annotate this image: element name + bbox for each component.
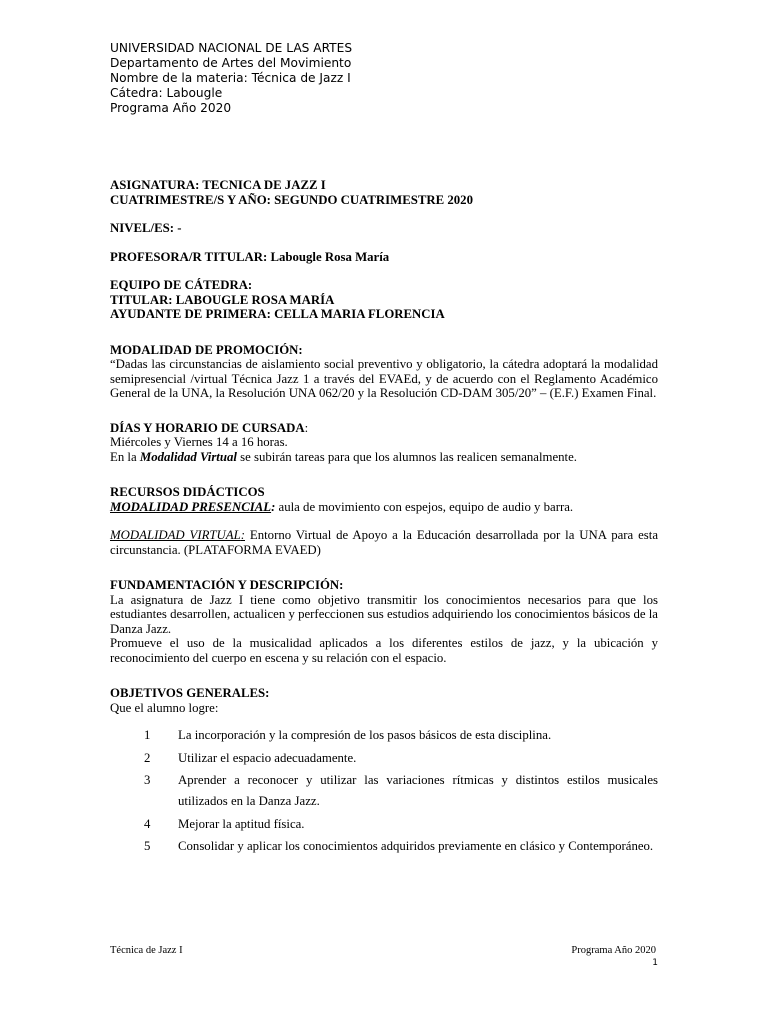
virtual-colon: : <box>240 528 245 542</box>
document-body <box>110 178 658 859</box>
department-name: Departamento de Artes del Movimiento <box>110 56 352 70</box>
footer-program: Programa Año 2020 <box>571 945 656 956</box>
recursos-presencial <box>110 500 658 515</box>
list-item <box>144 773 658 811</box>
recursos-title: RECURSOS DIDÁCTICOS <box>110 485 265 499</box>
footer-subject: Técnica de Jazz I <box>110 945 183 956</box>
dias-title <box>110 421 658 436</box>
list-item <box>144 817 658 832</box>
list-item <box>144 728 658 743</box>
cuatrimestre-heading: CUATRIMESTRE/S Y AÑO: SEGUNDO CUATRIMESTRE 2020 <box>110 192 473 207</box>
fundamentacion-title: FUNDAMENTACIÓN Y DESCRIPCIÓN: <box>110 578 344 592</box>
list-item-text: Consolidar y aplicar los conocimientos adquiridos previamente en clásico y Contemporáneo. <box>178 838 654 853</box>
dias-virtual-note <box>110 450 658 465</box>
list-item-number: 4 <box>144 817 151 831</box>
program-year: Programa Año 2020 <box>110 101 232 115</box>
dias-virtual-em: Modalidad Virtual <box>139 449 237 464</box>
subject-name: Nombre de la materia: Técnica de Jazz I <box>110 71 351 85</box>
virtual-text: Entorno Virtual de Apoyo a la Educación desarrollada por la UNA para esta circunstancia. (PLATAFORMA EVAED) <box>110 528 659 557</box>
list-item <box>144 751 658 766</box>
list-item-number: 5 <box>144 838 151 853</box>
list-item-text: Utilizar el espacio adecuadamente. <box>178 750 357 765</box>
objetivos-list <box>144 728 658 853</box>
dias-virtual-pre: En la <box>110 449 140 464</box>
equipo-title: EQUIPO DE CÁTEDRA: <box>110 278 253 292</box>
list-item-number: 1 <box>144 728 151 742</box>
chair-name: Cátedra: Labougle <box>110 86 223 100</box>
equipo-ayudante: AYUDANTE DE PRIMERA: CELLA MARIA FLORENCIA <box>110 307 445 321</box>
virtual-label: MODALIDAD VIRTUAL <box>110 528 241 542</box>
nivel-heading: NIVEL/ES: - <box>110 221 182 235</box>
university-name: UNIVERSIDAD NACIONAL DE LAS ARTES <box>110 41 353 55</box>
document-header <box>110 41 352 116</box>
dias-virtual-post: se subirán tareas para que los alumnos las realicen semanalmente. <box>236 449 577 464</box>
page-number: 1 <box>652 958 658 968</box>
modalidad-text: “Dadas las circunstancias de aislamiento social preventivo y obligatorio, la cátedra adoptará la modalidad semipresencial /virtual Técnica Jazz 1 a través del EVAEd, y de acuerdo con el Reglamento Académico General de la UNA, la Resolución UNA 062/20 y la Resolución CD-DAM 305/20” – (E.F.) Examen Final. <box>110 357 658 400</box>
dias-title-colon: : <box>304 420 309 435</box>
profesora-heading: PROFESORA/R TITULAR: Labougle Rosa María <box>110 249 390 264</box>
list-item-number: 3 <box>144 773 151 787</box>
fundamentacion-p1: La asignatura de Jazz I tiene como objetivo transmitir los conocimientos necesarios para que los estudiantes desarrollen, actualicen y perfeccionen sus estudios adquiriendo los conocimientos básicos de la Danza Jazz. <box>110 592 658 636</box>
list-item-text: La incorporación y la compresión de los pasos básicos de esta disciplina. <box>178 728 552 742</box>
objetivos-intro: Que el alumno logre: <box>110 700 219 715</box>
equipo-titular: TITULAR: LABOUGLE ROSA MARÍA <box>110 292 335 307</box>
asignatura-heading: ASIGNATURA: TECNICA DE JAZZ I <box>110 178 326 192</box>
list-item-number: 2 <box>144 750 151 765</box>
presencial-label: MODALIDAD PRESENCIAL <box>110 499 272 514</box>
recursos-virtual <box>110 528 658 557</box>
list-item-text: Aprender a reconocer y utilizar las variaciones rítmicas y distintos estilos musicales utilizados en la Danza Jazz. <box>178 773 658 808</box>
modalidad-title: MODALIDAD DE PROMOCIÓN: <box>110 342 303 357</box>
presencial-text: aula de movimiento con espejos, equipo de audio y barra. <box>275 499 574 514</box>
dias-title-text: DÍAS Y HORARIO DE CURSADA <box>110 420 305 435</box>
presencial-colon: : <box>271 499 276 514</box>
list-item <box>144 839 658 854</box>
fundamentacion-p2: Promueve el uso de la musicalidad aplicados a los diferentes estilos de jazz, y la ubicación y reconocimiento del cuerpo en escena y su relación con el espacio. <box>110 636 658 665</box>
dias-schedule: Miércoles y Viernes 14 a 16 horas. <box>110 435 288 449</box>
objetivos-title: OBJETIVOS GENERALES: <box>110 686 270 700</box>
list-item-text: Mejorar la aptitud física. <box>178 817 305 831</box>
